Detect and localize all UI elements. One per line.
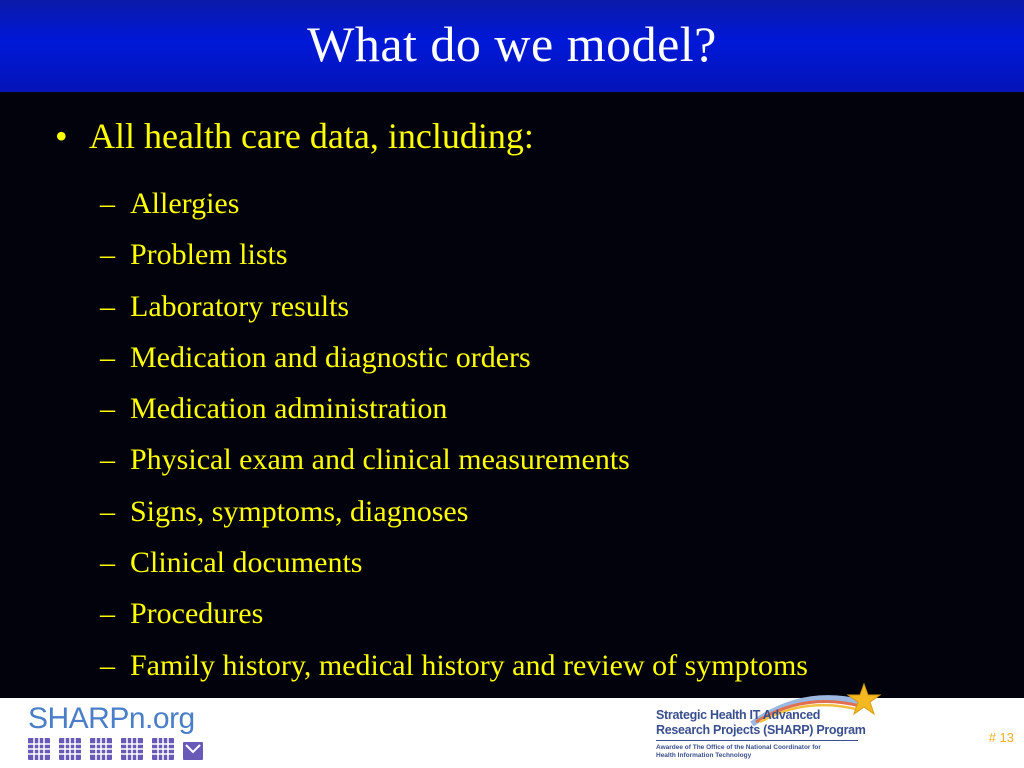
program-title <box>656 708 866 738</box>
sub-bullet-item <box>100 486 808 537</box>
sharp-program-logo <box>652 682 882 768</box>
dash-symbol: – <box>100 546 115 580</box>
dash-symbol: – <box>100 392 115 426</box>
main-bullet <box>55 118 534 154</box>
program-title-line1: Strategic Health IT Advanced <box>656 708 821 722</box>
sub-bullet-item <box>100 229 808 280</box>
dash-symbol: – <box>100 289 115 323</box>
dash-symbol: – <box>100 648 115 682</box>
program-divider <box>656 740 858 741</box>
sub-bullet-text: Problem lists <box>130 238 288 272</box>
sharpn-wordmark: SHARPn.org <box>28 702 195 735</box>
main-bullet-text: All health care data, including: <box>89 116 534 156</box>
sub-bullet-text: Medication administration <box>130 392 448 426</box>
sub-bullet-text: Allergies <box>130 187 240 220</box>
dash-symbol: – <box>100 238 115 272</box>
title-bar <box>0 0 1024 92</box>
sub-bullet-text: Family history, medical history and review of symptoms <box>130 648 808 682</box>
sub-bullet-text: Procedures <box>130 597 264 631</box>
sub-bullet-item <box>100 332 808 383</box>
program-subtitle-line1: Awardee of The Office of the National Coordinator for <box>656 744 821 751</box>
sub-bullet-item <box>100 588 808 639</box>
program-subtitle <box>656 744 856 760</box>
dash-symbol: – <box>100 340 115 374</box>
dash-symbol: – <box>100 494 115 528</box>
slide-title: What do we model? <box>307 16 717 72</box>
dash-symbol: – <box>100 187 115 220</box>
sub-bullet-item <box>100 434 808 485</box>
sub-bullet-text: Physical exam and clinical measurements <box>130 443 630 477</box>
sub-bullet-text: Signs, symptoms, diagnoses <box>130 494 469 528</box>
sub-bullet-item <box>100 178 808 229</box>
dash-symbol: – <box>100 443 115 477</box>
slide-content <box>0 92 1024 698</box>
sub-bullet-text: Laboratory results <box>130 289 350 323</box>
program-subtitle-line2: Health Information Technology <box>656 752 752 759</box>
dash-symbol: – <box>100 597 115 631</box>
dna-grid-icon <box>26 736 216 762</box>
program-title-line2: Research Projects (SHARP) Program <box>656 723 866 737</box>
bullet-symbol: • <box>55 116 68 156</box>
sharpn-logo <box>26 704 216 762</box>
sub-bullet-item <box>100 281 808 332</box>
sub-bullet-text: Medication and diagnostic orders <box>130 340 531 374</box>
sub-bullet-item <box>100 537 808 588</box>
sub-bullet-item <box>100 383 808 434</box>
sub-bullet-list <box>100 178 808 691</box>
page-number: # 13 <box>988 730 1014 745</box>
sub-bullet-text: Clinical documents <box>130 546 363 580</box>
